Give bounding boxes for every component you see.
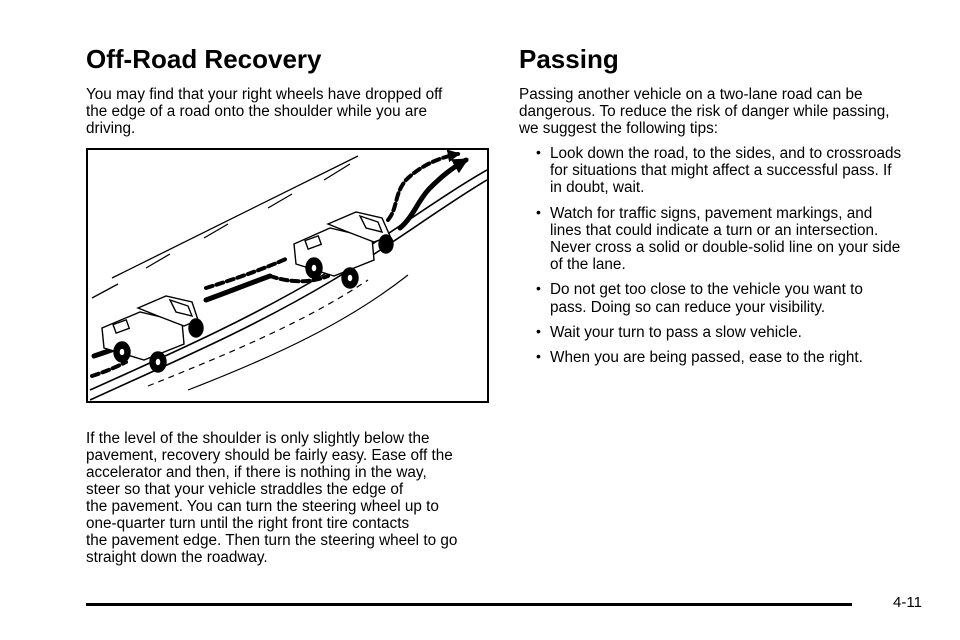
text-line: lines that could indicate a turn or an intersection. [550,221,879,239]
bullet-icon: • [536,144,541,160]
passing-tip [519,145,939,197]
text-line: Never cross a solid or double-solid line on your side [550,239,901,257]
passing-tip [519,281,939,315]
text-line: You may find that your right wheels have dropped off [86,86,443,103]
text-line: the pavement edge. Then turn the steering wheel to go [86,532,458,549]
text-line: dangerous. To reduce the risk of danger while passing, [519,103,890,120]
truck-front-icon [294,212,393,288]
text-line: accelerator and then, if there is nothing in the way, [86,464,427,481]
text-line: Wait your turn to pass a slow vehicle. [550,323,802,341]
footer-rule [86,603,852,606]
page-number: 4-11 [893,594,922,611]
off-road-recovery-intro [86,86,496,137]
text-line: the pavement. You can turn the steering wheel up to [86,498,439,515]
text-line: Do not get too close to the vehicle you want to [550,281,863,299]
text-line: If the level of the shoulder is only slightly below the [86,430,430,447]
passing-tips-list [519,145,939,374]
bullet-icon: • [536,203,541,220]
bullet-icon: • [536,348,541,365]
text-line: in doubt, wait. [550,179,645,197]
passing-tip [519,205,939,274]
text-line: one-quarter turn until the right front tire contacts [86,515,410,532]
text-line: pavement, recovery should be fairly easy. Ease off the [86,447,453,464]
pavement-edge [90,170,487,400]
text-line: Watch for traffic signs, pavement markings, and [550,204,873,222]
off-road-recovery-heading: Off-Road Recovery [86,44,322,74]
text-line: Passing another vehicle on a two-lane road can be [519,86,863,103]
text-line: driving. [86,120,136,137]
text-line: we suggest the following tips: [519,120,718,137]
passing-tip [519,349,939,366]
text-line: for situations that might affect a successful pass. If [550,162,892,180]
text-line: of the lane. [550,256,626,274]
text-line: straight down the roadway. [86,549,268,566]
truck-rear-icon [102,296,203,372]
text-line: pass. Doing so can reduce your visibility. [550,298,826,316]
off-road-recovery-body [86,430,496,566]
text-line: steer so that your vehicle straddles the edge of [86,481,404,498]
off-road-recovery-illustration [86,148,489,403]
text-line: the edge of a road onto the shoulder while you are [86,103,428,120]
passing-heading: Passing [519,44,619,74]
text-line: Look down the road, to the sides, and to crossroads [550,145,902,162]
passing-tip [519,324,939,341]
text-line: When you are being passed, ease to the right. [550,349,863,367]
passing-intro [519,86,939,137]
bullet-icon: • [536,322,541,339]
bullet-icon: • [536,280,541,297]
road-illustration-svg [88,150,487,401]
